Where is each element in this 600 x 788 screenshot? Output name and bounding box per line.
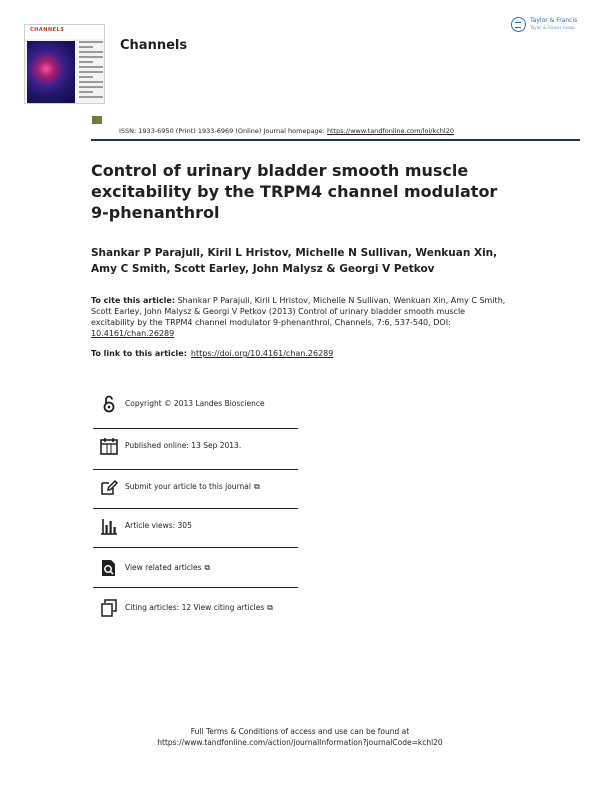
article-link-line [91, 349, 333, 358]
citation-label: To cite this article: [91, 296, 176, 305]
divider [93, 428, 298, 429]
issn-text: ISSN: 1933-6950 (Print) 1933-6969 (Online) Journal homepage: [119, 127, 327, 135]
citation-text: Shankar P Parajuli, Kiril L Hristov, Michelle N Sullivan, Wenkuan Xin, Amy C Smith, Scott Earley, John Malysz & Georgi V Petkov (2013) Control of urinary bladder smooth muscle excitability by the TRPM4 channel modulator 9-phenanthrol, Channels, 7:6, 537-540, DOI: [91, 296, 506, 327]
article-authors: Shankar P Parajuli, Kiril L Hristov, Michelle N Sullivan, Wenkuan Xin, Amy C Smith, Scott Earley, John Malysz & Georgi V Petkov [91, 247, 498, 275]
external-link-icon: ⧉ [204, 563, 211, 572]
article-title: Control of urinary bladder smooth muscle excitability by the TRPM4 channel modulator 9-phenanthrol [91, 161, 498, 222]
journal-cover-image [24, 24, 105, 104]
footer [100, 726, 500, 748]
divider [93, 547, 298, 548]
submit-article-item[interactable] [93, 471, 298, 505]
publisher-name: Taylor & Francis [530, 17, 578, 24]
citing-articles-item[interactable] [93, 592, 298, 626]
search-document-icon [99, 558, 119, 578]
submit-article-label: Submit your article to this journal [125, 482, 251, 491]
published-online-label: Published online: 13 Sep 2013. [125, 441, 242, 450]
publisher-logo [511, 16, 591, 36]
citation-block [91, 295, 511, 339]
calendar-icon [99, 436, 119, 456]
copyright-label: Copyright © 2013 Landes Bioscience [125, 399, 265, 408]
journal-name: Channels [120, 38, 188, 53]
citing-articles-label: Citing articles: 12 View citing articles [125, 603, 265, 612]
bar-chart-icon [99, 516, 119, 536]
copyright-item [93, 388, 298, 422]
citation-doi-link[interactable]: 10.4161/chan.26289 [91, 329, 175, 338]
article-link-label: To link to this article: [91, 349, 187, 358]
external-link-icon: ⧉ [267, 603, 273, 612]
external-link-icon: ⧉ [253, 482, 260, 491]
article-views-label: Article views: 305 [125, 521, 192, 530]
publisher-logo-icon [511, 17, 526, 32]
related-articles-item[interactable] [93, 552, 298, 586]
publisher-tagline: Taylor & Francis Group [530, 25, 575, 30]
footer-terms-text: Full Terms & Conditions of access and use can be found at [190, 727, 410, 736]
edit-icon [99, 477, 119, 497]
divider [93, 469, 298, 470]
header-divider [91, 139, 580, 141]
divider [93, 587, 298, 588]
open-access-icon [99, 394, 119, 414]
divider [93, 508, 298, 509]
article-doi-link[interactable]: https://doi.org/10.4161/chan.26289 [190, 349, 334, 358]
copy-icon [99, 598, 119, 618]
issn-line [119, 127, 454, 135]
cover-logo: CHANNELS [30, 27, 65, 33]
cover-small-thumbnail [92, 116, 102, 124]
footer-terms-link[interactable]: https://www.tandfonline.com/action/journalInformation?journalCode=kchl20 [157, 738, 443, 747]
journal-homepage-link[interactable]: https://www.tandfonline.com/loi/kchl20 [326, 127, 454, 135]
article-views-item [93, 510, 298, 544]
related-articles-label: View related articles [125, 563, 202, 572]
published-online-item [93, 430, 298, 464]
